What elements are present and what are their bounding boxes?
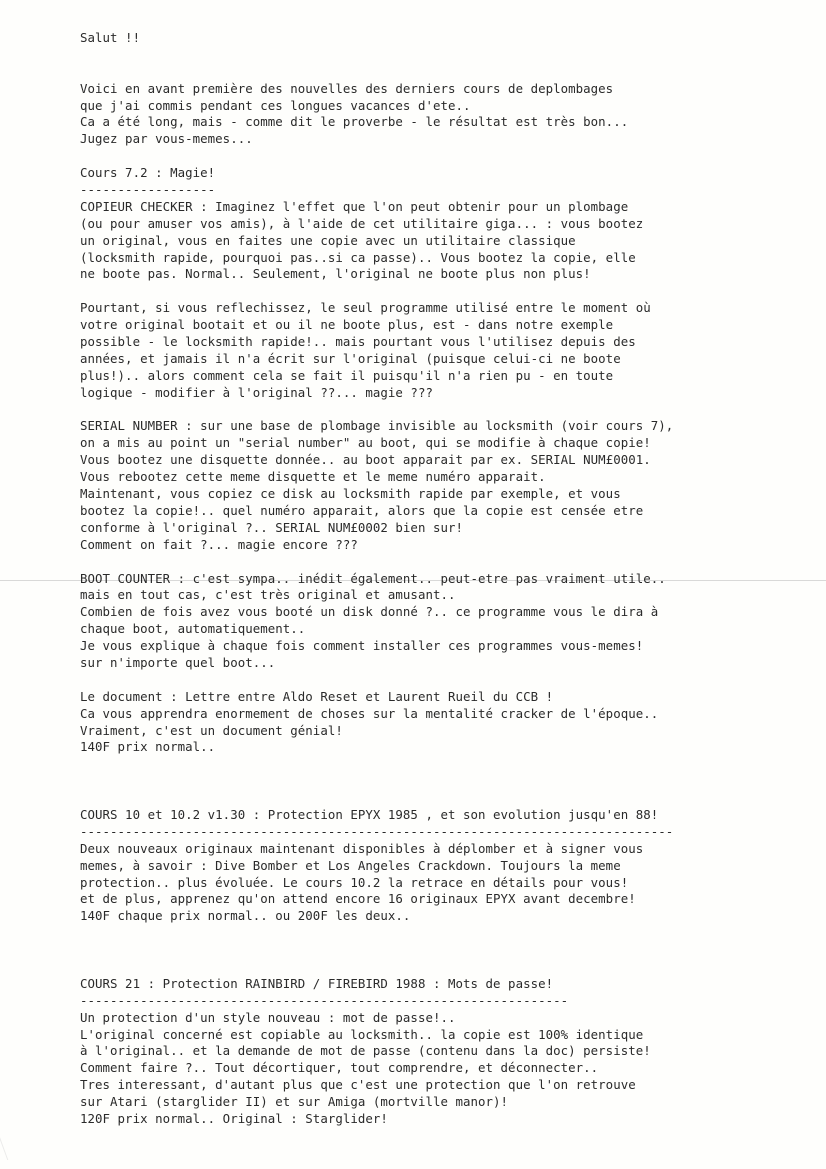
text-line: on a mis au point un "serial number" au boot, qui se modifie à chaque copie! — [80, 435, 651, 451]
text-line: SERIAL NUMBER : sur une base de plombage invisible au locksmith (voir cours 7), — [80, 418, 674, 434]
text-line: années, et jamais il n'a écrit sur l'original (puisque celui-ci ne boote — [80, 350, 621, 366]
text-line: (locksmith rapide, pourquoi pas..si ca passe).. Vous bootez la copie, elle — [80, 249, 636, 265]
document-text — [80, 30, 800, 1128]
paragraph — [80, 64, 800, 81]
text-line: COURS 10 et 10.2 v1.30 : Protection EPYX 1985 , et son evolution jusqu'en 88! — [80, 806, 659, 822]
paragraph — [80, 30, 800, 64]
paragraph — [80, 976, 800, 1128]
blank-line — [80, 64, 800, 81]
text-line: L'original concerné est copiable au locksmith.. la copie est 100% identique — [80, 1026, 644, 1042]
paragraph — [80, 689, 800, 773]
text-line: Combien de fois avez vous booté un disk donné ?.. ce programme vous le dira à — [80, 604, 659, 620]
text-line: ------------------ — [80, 182, 216, 198]
text-line: COURS 21 : Protection RAINBIRD / FIREBIRD 1988 : Mots de passe! — [80, 975, 554, 991]
blank-line — [80, 554, 800, 571]
text-line: conforme à l'original ?.. SERIAL NUM£0002 bien sur! — [80, 519, 463, 535]
paragraph — [80, 790, 800, 807]
text-line: Ca a été long, mais - comme dit le proverbe - le résultat est très bon... — [80, 114, 629, 130]
text-line: sur Atari (starglider II) et sur Amiga (mortville manor)! — [80, 1094, 509, 1110]
text-line: Vous bootez une disquette donnée.. au boot apparait par ex. SERIAL NUM£0001. — [80, 452, 651, 468]
text-line: memes, à savoir : Dive Bomber et Los Angeles Crackdown. Toujours la meme — [80, 857, 621, 873]
text-line: Comment on fait ?... magie encore ??? — [80, 536, 358, 552]
paragraph — [80, 300, 800, 418]
paragraph — [80, 165, 800, 300]
text-line: à l'original.. et la demande de mot de passe (contenu dans la doc) persiste! — [80, 1043, 651, 1059]
blank-line — [80, 283, 800, 300]
text-line: Comment faire ?.. Tout décortiquer, tout comprendre, et déconnecter.. — [80, 1060, 599, 1076]
paragraph — [80, 571, 800, 689]
text-line: Vraiment, c'est un document génial! — [80, 722, 343, 738]
text-line: logique - modifier à l'original ??... magie ??? — [80, 384, 433, 400]
text-line: ne boote pas. Normal.. Seulement, l'original ne boote plus non plus! — [80, 266, 591, 282]
text-line: 140F prix normal.. — [80, 739, 216, 755]
paragraph — [80, 959, 800, 976]
page-edge-mark — [0, 1120, 28, 1160]
text-line: Tres interessant, d'autant plus que c'est une protection que l'on retrouve — [80, 1077, 636, 1093]
text-line: et de plus, apprenez qu'on attend encore 16 originaux EPYX avant decembre! — [80, 891, 636, 907]
text-line: Un protection d'un style nouveau : mot de passe!.. — [80, 1009, 456, 1025]
text-line: mais en tout cas, c'est très original et amusant.. — [80, 587, 456, 603]
text-line: Deux nouveaux originaux maintenant disponibles à déplomber et à signer vous — [80, 840, 644, 856]
text-line: Salut !! — [80, 30, 141, 45]
text-line: Jugez par vous-memes... — [80, 131, 253, 147]
blank-line — [80, 942, 800, 959]
text-line: votre original bootait et ou il ne boote plus, est - dans notre exemple — [80, 317, 614, 333]
text-line: Je vous explique à chaque fois comment installer ces programmes vous-memes! — [80, 638, 644, 654]
text-line: sur n'importe quel boot... — [80, 654, 276, 670]
text-line: plus!).. alors comment cela se fait il puisqu'il n'a rien pu - en toute — [80, 367, 614, 383]
text-line: bootez la copie!.. quel numéro apparait, alors que la copie est censée etre — [80, 502, 644, 518]
blank-line — [80, 672, 800, 689]
text-line: Le document : Lettre entre Aldo Reset et Laurent Rueil du CCB ! — [80, 688, 554, 704]
paragraph — [80, 942, 800, 959]
paragraph — [80, 418, 800, 570]
text-line: Pourtant, si vous reflechissez, le seul programme utilisé entre le moment où — [80, 300, 651, 316]
text-line: 120F prix normal.. Original : Starglider! — [80, 1111, 388, 1126]
text-line: ------------------------------------------------------------------------------- — [80, 823, 674, 839]
paragraph — [80, 773, 800, 790]
blank-line — [80, 925, 800, 942]
text-line: 140F chaque prix normal.. ou 200F les deux.. — [80, 908, 411, 924]
text-line: Ca vous apprendra enormement de choses sur la mentalité cracker de l'époque.. — [80, 705, 659, 721]
blank-line — [80, 148, 800, 165]
blank-line — [80, 756, 800, 773]
text-line: chaque boot, automatiquement.. — [80, 621, 306, 637]
blank-line — [80, 47, 800, 64]
text-line: Maintenant, vous copiez ce disk au locksmith rapide par exemple, et vous — [80, 486, 621, 502]
text-line: BOOT COUNTER : c'est sympa.. inédit également.. peut-etre pas vraiment utile.. — [80, 570, 666, 586]
text-line: Vous rebootez cette meme disquette et le meme numéro apparait. — [80, 469, 546, 485]
text-line: ----------------------------------------------------------------- — [80, 992, 569, 1008]
text-line: COPIEUR CHECKER : Imaginez l'effet que l'on peut obtenir pour un plombage — [80, 198, 629, 214]
text-line: Cours 7.2 : Magie! — [80, 165, 216, 181]
blank-line — [80, 959, 800, 976]
paragraph — [80, 807, 800, 942]
text-line: Voici en avant première des nouvelles des derniers cours de deplombages — [80, 80, 614, 96]
text-line: protection.. plus évoluée. Le cours 10.2 la retrace en détails pour vous! — [80, 874, 629, 890]
blank-line — [80, 773, 800, 790]
text-line: que j'ai commis pendant ces longues vacances d'ete.. — [80, 97, 471, 113]
text-line: un original, vous en faites une copie avec un utilitaire classique — [80, 232, 576, 248]
blank-line — [80, 402, 800, 419]
blank-line — [80, 790, 800, 807]
text-line: (ou pour amuser vos amis), à l'aide de cet utilitaire giga... : vous bootez — [80, 215, 644, 231]
paragraph — [80, 81, 800, 165]
text-line: possible - le locksmith rapide!.. mais pourtant vous l'utilisez depuis des — [80, 334, 636, 350]
